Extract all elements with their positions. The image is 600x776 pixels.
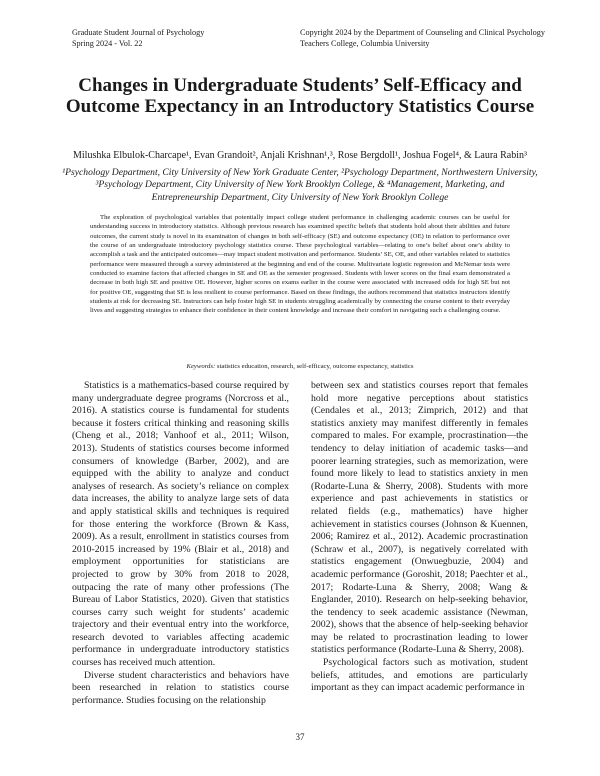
running-header-right	[300, 28, 560, 49]
keywords	[90, 362, 510, 371]
body-column-right	[311, 380, 528, 695]
running-header-left	[72, 28, 272, 49]
body-paragraph: Psychological factors such as motivation, student beliefs, attitudes, and emotions are particularly important as they can impact academic performance in	[311, 657, 528, 694]
body-paragraph: between sex and statistics courses report that females hold more negative perceptions about statistics (Cendales et al., 2013; Zimprich, 2012) and that statistics anxiety may manifest differently in females compared to males. For example, procrastination—the tendency to delay initiation of academic tasks—and poorer learning strategies, such as memorization, were found more likely to lead to statistics anxiety in men (Rodarte-Luna & Sherry, 2008). Students with more experience and past achievements in statistics or related fields (e.g., mathematics) have higher achievement in statistics courses (Johnson & Kuennen, 2006; Ramirez et al., 2012). Academic procrastination (Schraw et al., 2007), is negatively correlated with statistics engagement (Onwuegbuzie, 2004) and academic performance (Goroshit, 2018; Paechter et al., 2017; Rodarte-Luna & Sherry, 2008; Wang & Englander, 2010). Research on help-seeking behavior, the tendency to seek academic assistance (Newman, 2002), shows that the absence of help-seeking behavior may be related to procrastination leading to lower statistics performance (Rodarte-Luna & Sherry, 2008).	[311, 380, 528, 656]
body-paragraph: Statistics is a mathematics-based course required by many undergraduate degree programs (Norcross et al., 2016). A statistics course is fundamental for students because it fosters critical thinking and reasoning skills (Cheng et al., 2018; Vanhoof et al., 2011; Wilson, 2013). Students of statistics courses become informed consumers of knowledge (Barber, 2002), and are equipped with the ability to analyze and conduct analyses of research. As society’s reliance on complex data increases, the ability to analyze large sets of data and apply statistical skills and techniques is required for those entering the workforce (Brown & Kass, 2009). As a result, enrollment in statistics courses from 2010-2015 increased by 19% (Blair et al., 2018) and employment opportunities for statisticians are projected to grow by 30% from 2018 to 2028, outpacing the rate of many other professions (The Bureau of Labor Statistics, 2020). Given that statistics courses carry such weight for students’ academic trajectory and their eventual entry into the workforce, research devoted to variables affecting academic performance in undergraduate introductory statistics courses has received much attention.	[72, 380, 289, 669]
author-list: Milushka Elbulok-Charcape¹, Evan Grandoit², Anjali Krishnan¹,³, Rose Bergdoll¹, Joshua Fogel⁴, & Laura Rabin³	[73, 150, 527, 161]
body-column-left	[72, 380, 289, 707]
institution-line: Teachers College, Columbia University	[300, 38, 430, 48]
keywords-list: statistics education, research, self-efficacy, outcome expectancy, statistics	[216, 363, 414, 370]
article-title: Changes in Undergraduate Students’ Self-Efficacy and Outcome Expectancy in an Introductory Statistics Course	[65, 75, 535, 117]
author-affiliations: ¹Psychology Department, City University of New York Graduate Center, ²Psychology Department, Northwestern University, ³Psychology Department, City University of New York Brooklyn College, & ⁴Management, Marketing, and Entrepreneurship Department, City University of New York Brooklyn College	[62, 167, 538, 203]
page-number: 37	[295, 732, 305, 742]
copyright-line: Copyright 2024 by the Department of Counseling and Clinical Psychology	[300, 28, 545, 37]
abstract: The exploration of psychological variables that potentially impact college student performance in challenging academic courses can be useful for understanding success in introductory statistics. Although previous research has examined specific beliefs that students hold about their abilities and future outcomes, the current study is novel in its examination of changes in both self-efficacy (SE) and outcome expectancy (OE) in relation to performance over the course of an undergraduate introductory psychology statistics course. These psychological variables—relating to one’s belief about one’s ability to accomplish a task and the anticipated outcomes—may impact student motivation and performance. Students’ SE, OE, and other variables related to statistics performance were measured through a survey administered at the beginning and end of the course. Multivariate logistic regression and McNemar tests were conducted to examine factors that affected changes in SE and OE as the semester progressed. Students with lower scores on the final exam demonstrated a decrease in both high SE and positive OE. However, higher scores on exams earlier in the course were associated with increased odds for high SE but not for positive OE, suggesting that SE is less resilient to course performance. Based on these findings, the authors recommend that statistics instructors identify students at risk for decreasing SE. Instructors can help foster high SE in students struggling academically by connecting the course content to their everyday lives and suggesting strategies to enhance their confidence in their content knowledge and increase their comfort in navigating such a challenging course.	[90, 214, 510, 315]
keywords-label: Keywords:	[186, 363, 216, 370]
journal-issue: Spring 2024 - Vol. 22	[72, 38, 143, 48]
journal-name: Graduate Student Journal of Psychology	[72, 28, 205, 37]
body-paragraph: Diverse student characteristics and behaviors have been researched in relation to statistics course performance. Studies focusing on the relationship	[72, 669, 289, 706]
